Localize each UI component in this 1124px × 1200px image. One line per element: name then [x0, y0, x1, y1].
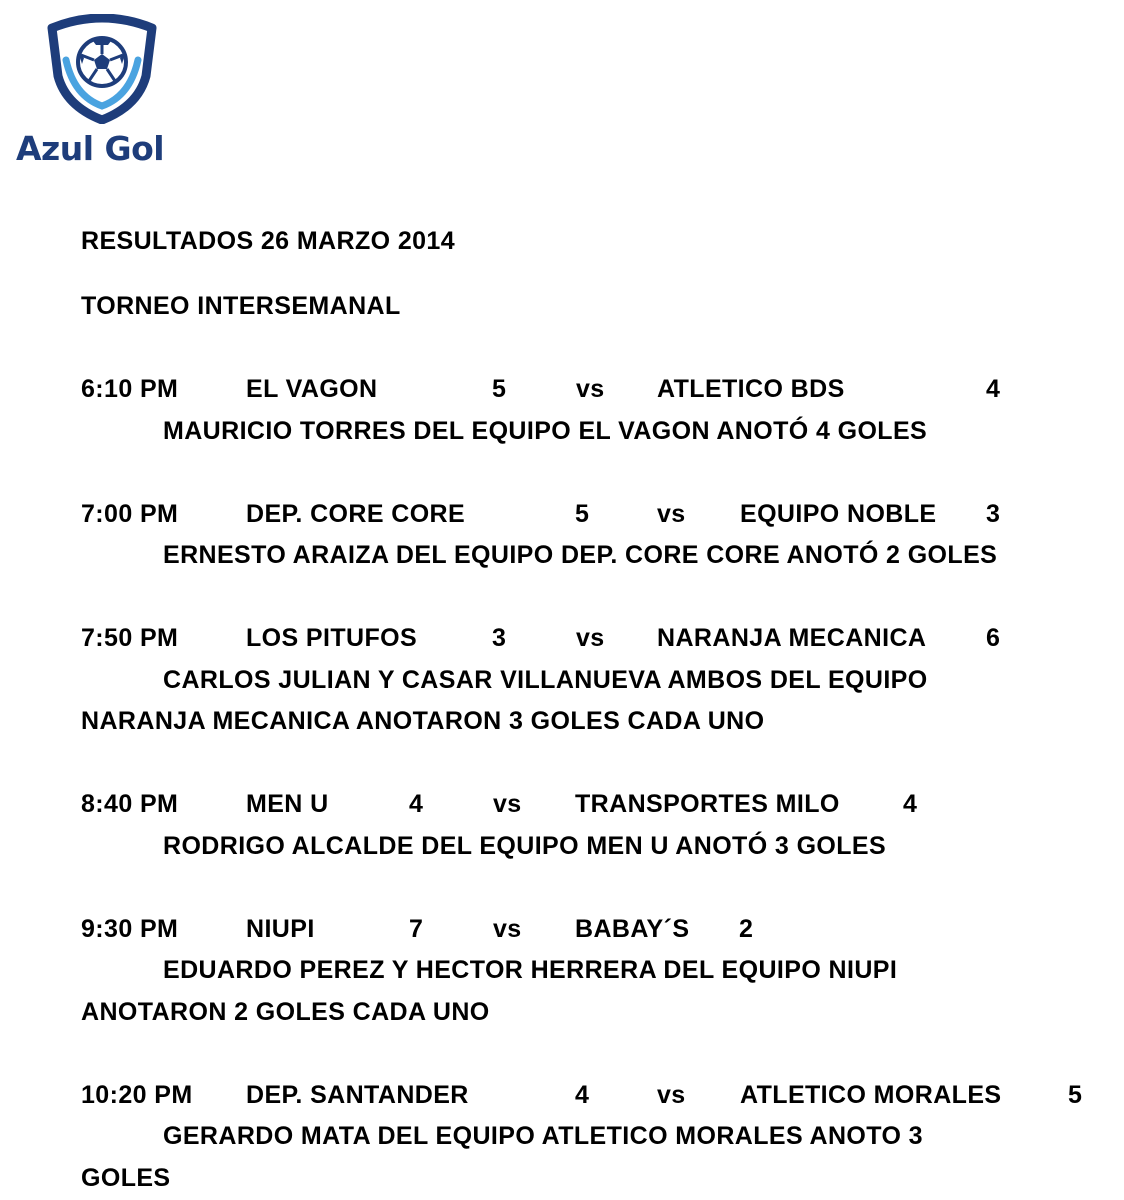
vs-label: vs: [657, 1081, 686, 1109]
away-team: ATLETICO MORALES: [740, 1081, 1002, 1109]
away-score: 2: [739, 915, 754, 943]
home-score: 4: [409, 790, 424, 818]
match-time: 7:00 PM: [81, 500, 179, 528]
home-score: 4: [575, 1081, 590, 1109]
scorer-note: CARLOS JULIAN Y CASAR VILLANUEVA AMBOS DEL EQUIPO: [163, 666, 928, 694]
home-team: DEP. SANTANDER: [246, 1081, 469, 1109]
scorer-note: EDUARDO PEREZ Y HECTOR HERRERA DEL EQUIPO NIUPI: [163, 956, 898, 984]
scorer-note: MAURICIO TORRES DEL EQUIPO EL VAGON ANOTÓ 4 GOLES: [163, 417, 928, 445]
scorer-note-continued: GOLES: [81, 1164, 171, 1192]
vs-label: vs: [657, 500, 686, 528]
scorer-note: GERARDO MATA DEL EQUIPO ATLETICO MORALES ANOTO 3: [163, 1122, 923, 1150]
home-team: LOS PITUFOS: [246, 624, 418, 652]
scorer-note-continued: ANOTARON 2 GOLES CADA UNO: [81, 998, 490, 1026]
away-score: 4: [986, 375, 1001, 403]
vs-label: vs: [576, 375, 605, 403]
brand-logo: [16, 14, 176, 169]
match-time: 6:10 PM: [81, 375, 179, 403]
home-score: 5: [575, 500, 590, 528]
home-score: 5: [492, 375, 507, 403]
match-time: 10:20 PM: [81, 1081, 193, 1109]
brand-name: Azul Gol: [16, 129, 165, 168]
scorer-note: ERNESTO ARAIZA DEL EQUIPO DEP. CORE CORE ANOTÓ 2 GOLES: [163, 541, 998, 569]
away-team: ATLETICO BDS: [657, 375, 845, 403]
home-team: MEN U: [246, 790, 329, 818]
home-score: 3: [492, 624, 507, 652]
scorer-note: RODRIGO ALCALDE DEL EQUIPO MEN U ANOTÓ 3 GOLES: [163, 832, 887, 860]
vs-label: vs: [576, 624, 605, 652]
soccer-ball-shield-icon: [46, 14, 158, 124]
home-team: EL VAGON: [246, 375, 378, 403]
home-score: 7: [409, 915, 424, 943]
away-score: 6: [986, 624, 1001, 652]
home-team: NIUPI: [246, 915, 315, 943]
away-score: 3: [986, 500, 1001, 528]
home-team: DEP. CORE CORE: [246, 500, 466, 528]
away-team: BABAY´S: [575, 915, 690, 943]
away-score: 4: [903, 790, 918, 818]
match-time: 9:30 PM: [81, 915, 179, 943]
vs-label: vs: [493, 790, 522, 818]
away-team: NARANJA MECANICA: [657, 624, 927, 652]
vs-label: vs: [493, 915, 522, 943]
scorer-note-continued: NARANJA MECANICA ANOTARON 3 GOLES CADA UNO: [81, 707, 765, 735]
tournament-name: TORNEO INTERSEMANAL: [81, 292, 401, 320]
away-team: EQUIPO NOBLE: [740, 500, 937, 528]
match-time: 8:40 PM: [81, 790, 179, 818]
away-score: 5: [1068, 1081, 1083, 1109]
match-time: 7:50 PM: [81, 624, 179, 652]
page-title: RESULTADOS 26 MARZO 2014: [81, 227, 456, 255]
away-team: TRANSPORTES MILO: [575, 790, 840, 818]
